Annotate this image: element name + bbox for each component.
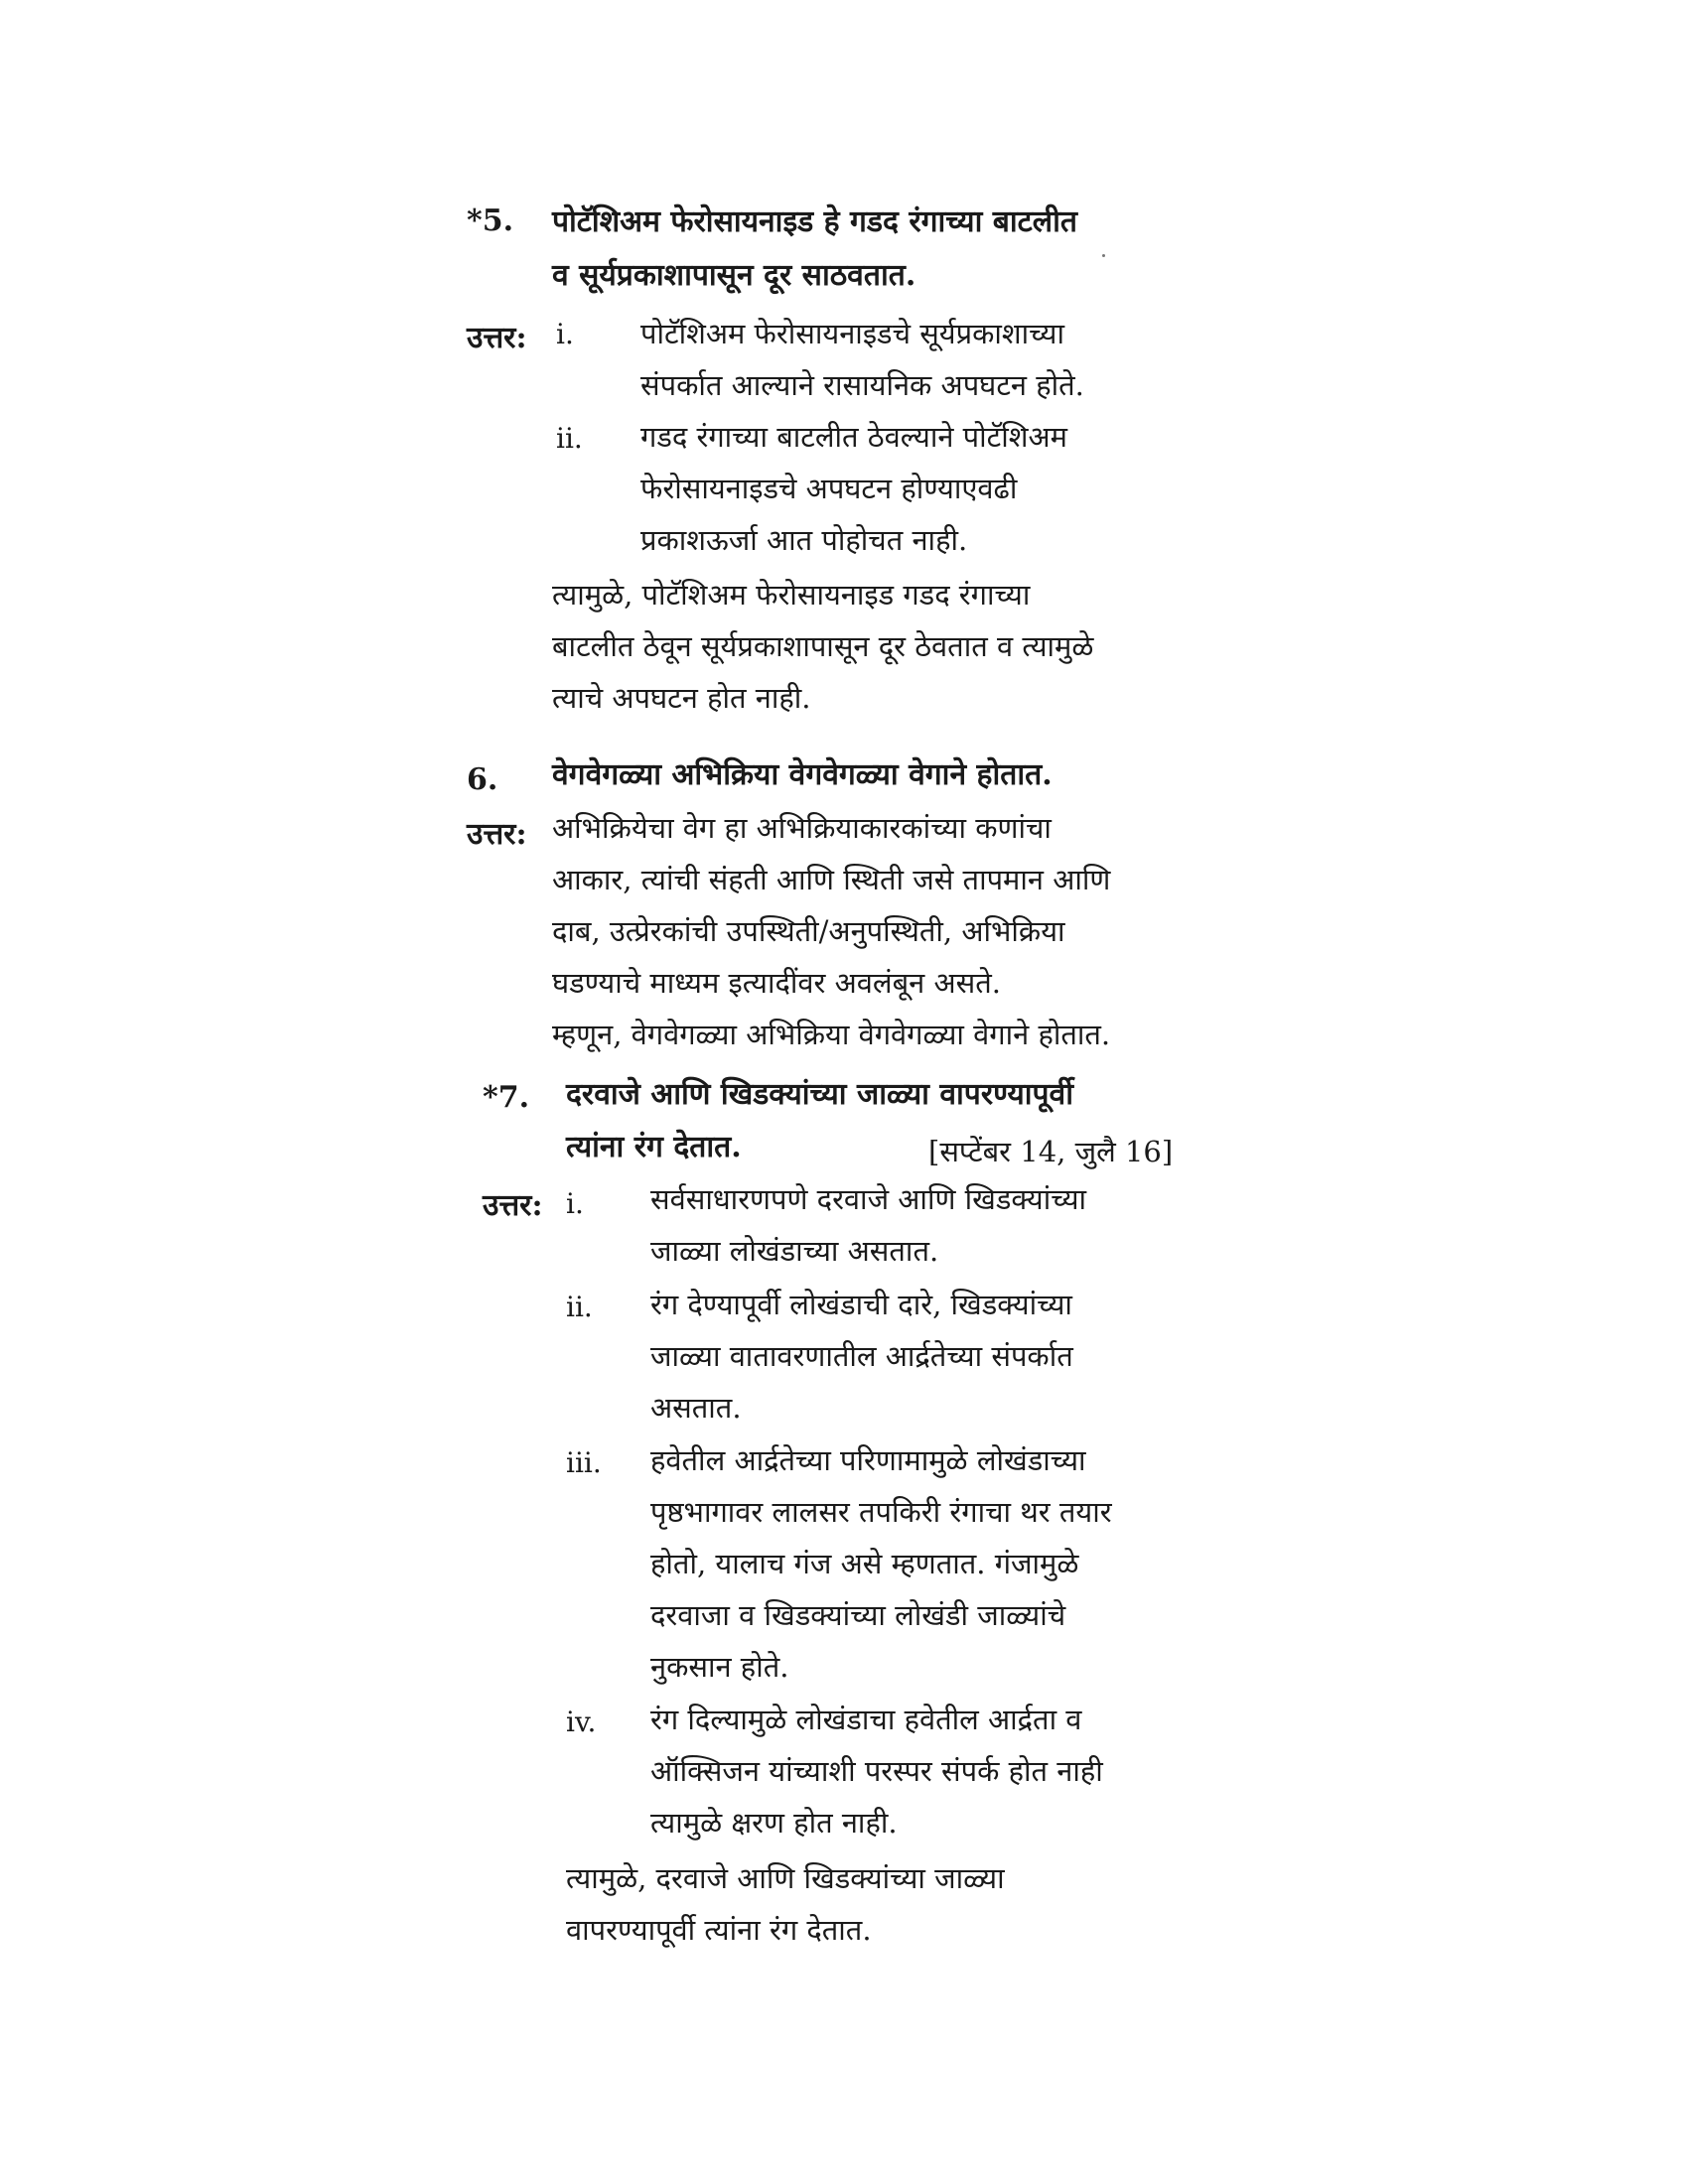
answer-label: उत्तर: [467,817,527,852]
answer-line: त्यामुळे क्षरण होत नाही. [650,1806,898,1840]
answer-line: रंग दिल्यामुळे लोखंडाचा हवेतील आर्द्रता व [650,1703,1082,1736]
question-title-line: पोटॅशिअम फेरोसायनाइड हे गडद रंगाच्या बाटलीत [552,205,1078,239]
answer-line: दाब, उत्प्रेरकांची उपस्थिती/अनुपस्थिती, अभिक्रिया [552,914,1065,948]
point-number: i. [566,1187,584,1220]
answer-line: जाळ्या वातावरणातील आर्द्रतेच्या संपर्कात [650,1339,1073,1373]
answer-line: आकार, त्यांची संहती आणि स्थिती जसे तापमान आणि [552,863,1111,896]
answer-line: दरवाजा व खिडक्यांच्या लोखंडी जाळ्यांचे [650,1598,1066,1632]
answer-line: सर्वसाधारणपणे दरवाजे आणि खिडक्यांच्या [650,1182,1087,1216]
answer-line: म्हणून, वेगवेगळ्या अभिक्रिया वेगवेगळ्या वेगाने होतात. [552,1018,1111,1051]
conclusion-line: वापरण्यापूर्वी त्यांना रंग देतात. [566,1913,872,1947]
point-number: ii. [566,1291,593,1323]
exam-reference: [सप्टेंबर 14, जुलै 16] [928,1135,1174,1168]
answer-line: जाळ्या लोखंडाच्या असतात. [650,1234,939,1268]
conclusion-line: त्यामुळे, पोटॅशिअम फेरोसायनाइड गडद रंगाच्या [552,578,1031,612]
answer-line: ऑक्सिजन यांच्याशी परस्पर संपर्क होत नाही [650,1754,1103,1788]
answer-line: अभिक्रियेचा वेग हा अभिक्रियाकारकांच्या कणांचा [552,811,1052,845]
answer-line: फेरोसायनाइडचे अपघटन होण्याएवढी [640,472,1018,505]
answer-label: उत्तर: [467,321,527,355]
answer-line: हवेतील आर्द्रतेच्या परिणामामुळे लोखंडाच्या [650,1443,1086,1477]
answer-line: घडण्याचे माध्यम इत्यादींवर अवलंबून असते. [552,966,1001,1000]
conclusion-line: त्याचे अपघटन होत नाही. [552,681,811,715]
answer-line: पोटॅशिअम फेरोसायनाइडचे सूर्यप्रकाशाच्या [640,317,1064,350]
point-number: ii. [556,422,583,455]
question-title-line: व सूर्यप्रकाशापासून दूर साठवतात. [552,258,916,293]
answer-line: गडद रंगाच्या बाटलीत ठेवल्याने पोटॅशिअम [640,420,1067,454]
answer-line: असतात. [650,1391,742,1425]
answer-label: उत्तर: [483,1188,543,1223]
answer-line: पृष्ठभागावर लालसर तपकिरी रंगाचा थर तयार [650,1495,1112,1529]
point-number: i. [556,318,574,350]
question-number: *7. [483,1080,530,1115]
answer-line: संपर्कात आल्याने रासायनिक अपघटन होते. [640,368,1084,402]
answer-line: रंग देण्यापूर्वी लोखंडाची दारे, खिडक्यांच्या [650,1288,1072,1321]
question-number: 6. [467,762,498,797]
point-number: iv. [566,1706,597,1738]
conclusion-line: त्यामुळे, दरवाजे आणि खिडक्यांच्या जाळ्या [566,1861,1005,1895]
answer-line: होतो, यालाच गंज असे म्हणतात. गंजामुळे [650,1547,1079,1580]
conclusion-line: बाटलीत ठेवून सूर्यप्रकाशापासून दूर ठेवतात व त्यामुळे [552,629,1094,663]
point-number: iii. [566,1446,602,1479]
question-number: *5. [467,204,514,238]
answer-line: प्रकाशऊर्जा आत पोहोचत नाही. [640,523,968,557]
question-title-line: वेगवेगळ्या अभिक्रिया वेगवेगळ्या वेगाने होतात. [552,757,1053,792]
question-title-line: त्यांना रंग देतात. [566,1130,742,1164]
question-title-line: दरवाजे आणि खिडक्यांच्या जाळ्या वापरण्यापूर्वी [566,1077,1074,1112]
answer-line: नुकसान होते. [650,1650,789,1684]
scan-speck [1102,254,1105,257]
